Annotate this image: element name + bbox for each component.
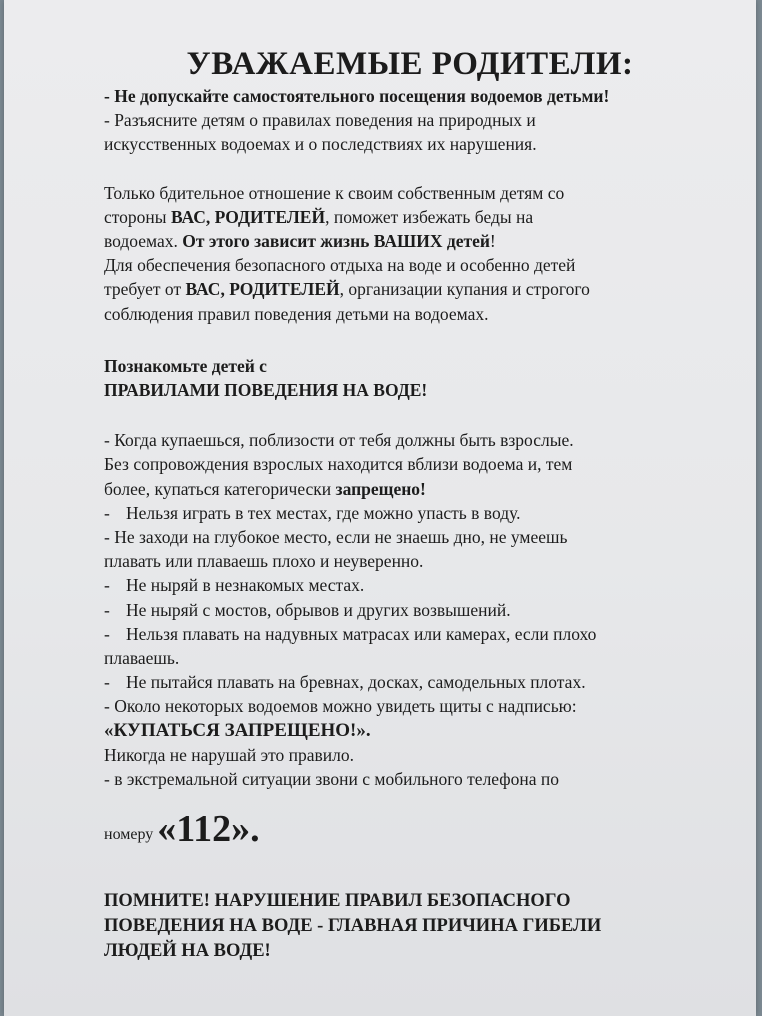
intro-line: - Не допускайте самостоятельного посещения водоемов детьми! (104, 86, 610, 106)
paragraph-line: стороны ВАС, РОДИТЕЛЕЙ, поможет избежать беды на (104, 206, 534, 227)
paragraph-line: соблюдения правил поведения детьми на водоемах. (104, 303, 489, 324)
rule-line: - в экстремальной ситуации звони с мобильного телефона по (104, 769, 559, 790)
heading-line: ПРАВИЛАМИ ПОВЕДЕНИЯ НА ВОДЕ! (104, 380, 428, 401)
rule-line: Без сопровождения взрослых находится вблизи водоема и, тем (104, 454, 573, 475)
rule-line: - Не пытайся плавать на бревнах, досках, самодельных плотах. (104, 672, 586, 693)
rule-line: - Нельзя плавать на надувных матрасах или камерах, если плохо (104, 623, 597, 644)
emergency-number-line: номеру «112». (104, 808, 260, 851)
rule-line: - Нельзя играть в тех местах, где можно упасть в воду. (104, 502, 521, 523)
rule-line: - Не заходи на глубокое место, если не знаешь дно, не умеешь (104, 527, 568, 548)
final-warning (104, 889, 704, 964)
notice-document (104, 44, 704, 964)
rules-list (104, 428, 704, 855)
rule-line: Никогда не нарушай это правило. (104, 744, 355, 765)
paragraph-line: Для обеспечения безопасного отдыха на воде и особенно детей (104, 255, 576, 276)
rule-line: - Не ныряй с мостов, обрывов и других возвышений. (104, 599, 511, 620)
paper-sheet (4, 0, 756, 1016)
prohibition-sign-text: «КУПАТЬСЯ ЗАПРЕЩЕНО!». (104, 719, 371, 741)
rule-line: плавать или плаваешь плохо и неуверенно. (104, 551, 424, 572)
rule-line: более, купаться категорически запрещено! (104, 478, 426, 499)
paragraph-line: водоемах. От этого зависит жизнь ВАШИХ детей! (104, 231, 496, 252)
intro-line: искусственных водоемах и о последствиях их нарушения. (104, 134, 537, 155)
page-title: УВАЖАЕМЫЕ РОДИТЕЛИ: (186, 46, 634, 82)
rule-line: - Когда купаешься, поблизости от тебя должны быть взрослые. (104, 430, 574, 451)
intro-block (104, 84, 704, 157)
emergency-number: «112». (157, 808, 260, 851)
warning-line: ЛЮДЕЙ НА ВОДЕ! (104, 941, 271, 962)
vigilance-paragraph (104, 181, 704, 326)
warning-line: ПОМНИТЕ! НАРУШЕНИЕ ПРАВИЛ БЕЗОПАСНОГО (104, 891, 571, 912)
intro-line: - Разъясните детям о правилах поведения на природных и (104, 110, 536, 131)
rules-heading (104, 354, 704, 402)
paragraph-line: требует от ВАС, РОДИТЕЛЕЙ, организации купания и строгого (104, 279, 590, 300)
rule-line: - Не ныряй в незнакомых местах. (104, 575, 365, 596)
heading-line: Познакомьте детей с (104, 355, 267, 376)
rule-line: плаваешь. (104, 648, 180, 669)
warning-line: ПОВЕДЕНИЯ НА ВОДЕ - ГЛАВНАЯ ПРИЧИНА ГИБЕЛИ (104, 916, 602, 937)
paragraph-line: Только бдительное отношение к своим собственным детям со (104, 182, 565, 203)
rule-line: - Около некоторых водоемов можно увидеть щиты с надписью: (104, 696, 577, 717)
